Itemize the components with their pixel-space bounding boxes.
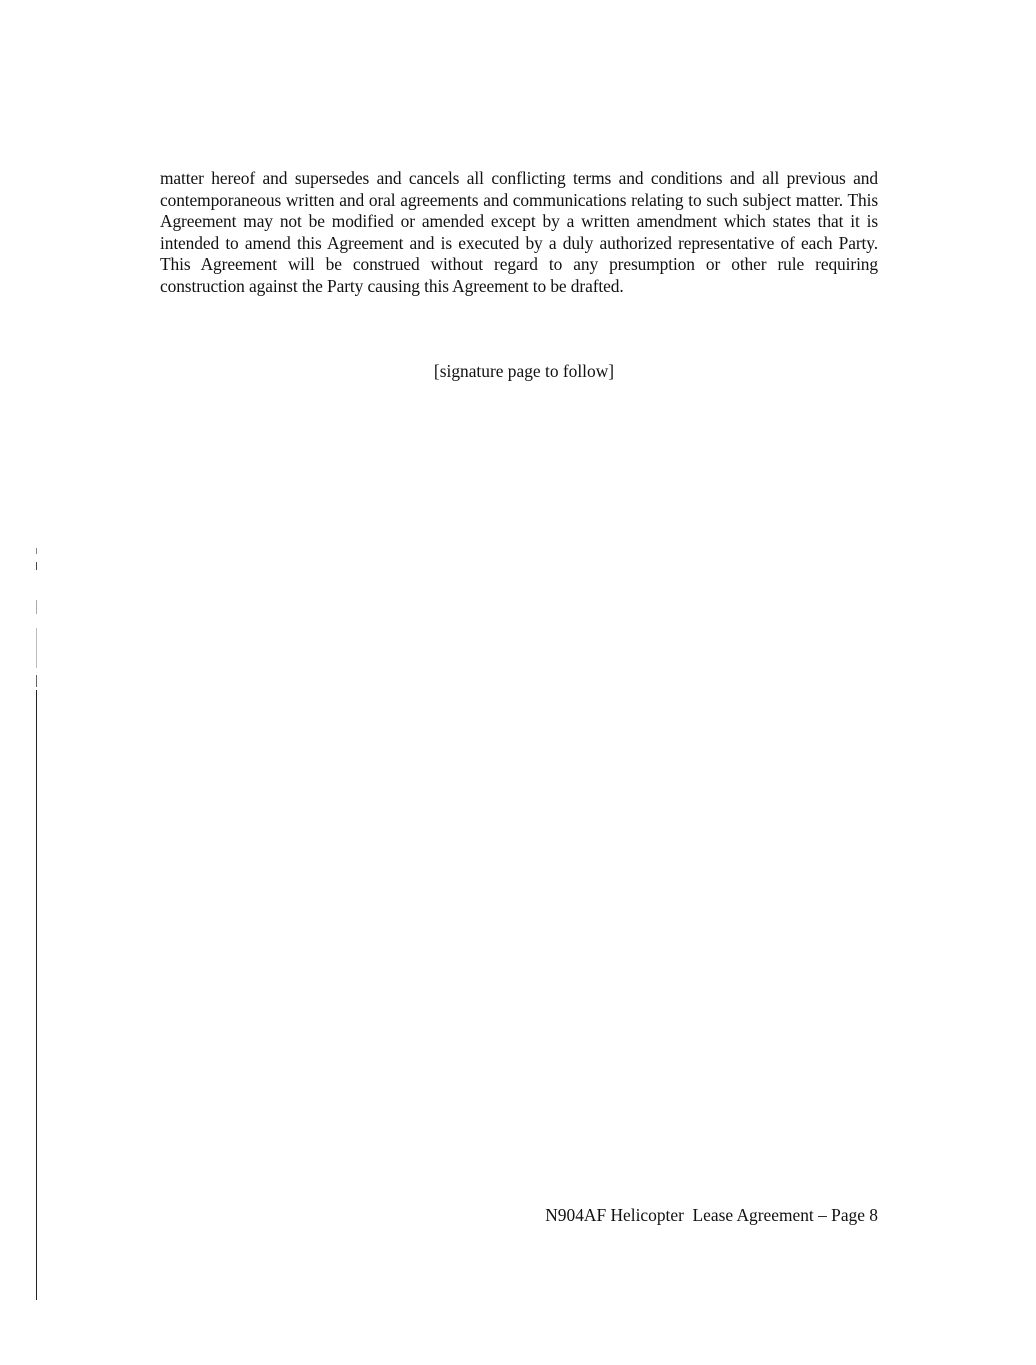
signature-page-note: [signature page to follow] — [433, 361, 615, 381]
scan-edge-mark — [36, 600, 37, 614]
scan-edge-mark — [36, 548, 37, 554]
scan-edge-mark — [36, 628, 37, 668]
scan-edge-mark — [36, 562, 37, 570]
scan-edge-mark — [36, 675, 37, 687]
agreement-clause-paragraph: matter hereof and supersedes and cancels all conflicting terms and conditions and all previous and contemporaneous written and oral agreements and communications relating to such subject matter. This Agreement may not be modified or amended except by a written amendment which states that it is intended to amend this Agreement and is executed by a duly authorized representative of each Party. This Agreement will be construed without regard to any presumption or other rule requiring construction against the Party causing this Agreement to be drafted. — [160, 168, 878, 296]
page-footer: N904AF Helicopter Lease Agreement – Page 8 — [545, 1205, 878, 1225]
scan-edge-line — [36, 690, 37, 1300]
